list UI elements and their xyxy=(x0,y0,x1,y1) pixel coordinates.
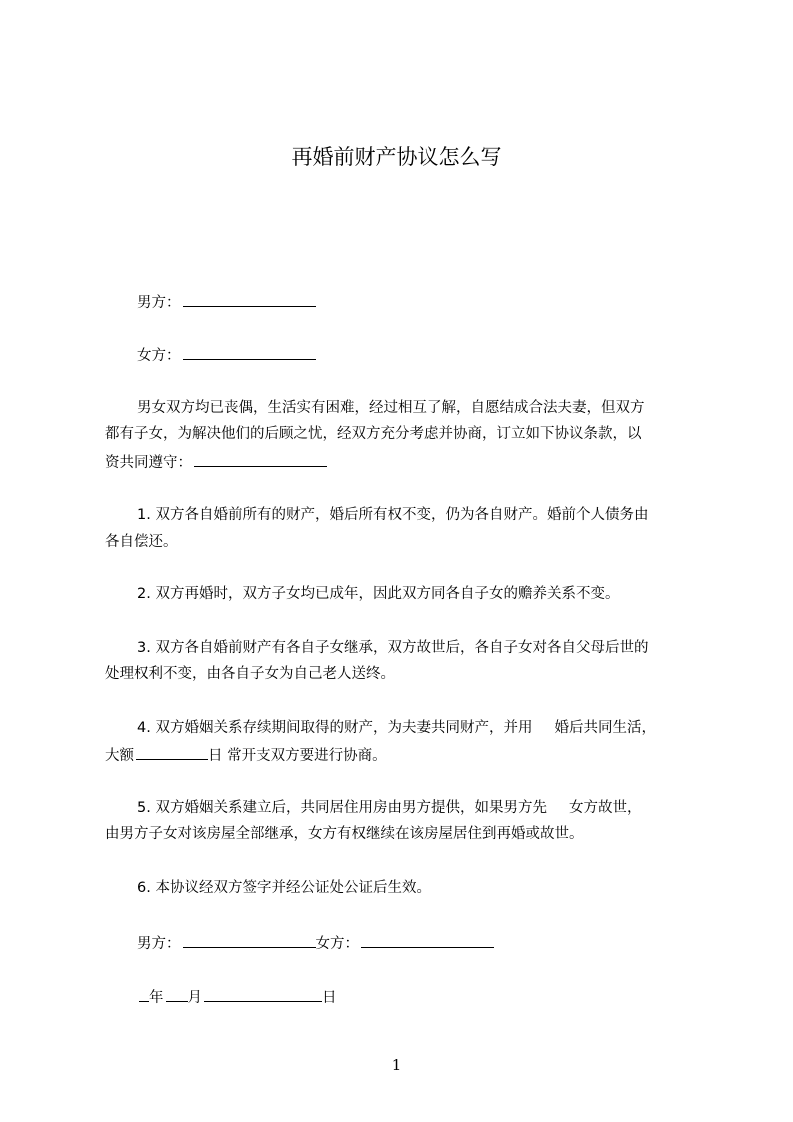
clause-1-line-2: 各自偿还。 xyxy=(105,534,178,550)
clause-3-line-1: 3. 双方各自婚前财产有各自子女继承，双方故世后，各自子女对各自父母后世的 xyxy=(137,640,649,656)
day-label: 日 xyxy=(322,990,337,1006)
clause-3-line-2: 处理权利不变，由各自子女为自己老人送终。 xyxy=(105,666,395,682)
female-party-line xyxy=(105,344,737,366)
clause-4-part-b: 婚后共同生活， xyxy=(554,720,656,736)
date-line xyxy=(105,986,737,1008)
signature-line xyxy=(105,932,737,954)
intro-line-2: 都有子女，为解决他们的后顾之忧，经双方充分考虑并协商，订立如下协议条款，以 xyxy=(105,426,642,442)
intro-blank xyxy=(194,451,327,467)
clause-5-part-a: 5. 双方婚姻关系建立后，共同居住用房由男方提供，如果男方先 xyxy=(137,800,547,816)
clause-5-line-1 xyxy=(105,798,737,818)
clause-4-line-1 xyxy=(105,718,737,738)
clause-5-part-b: 女方故世， xyxy=(568,800,642,816)
male-blank xyxy=(183,291,316,307)
male-label: 男方： xyxy=(137,295,181,311)
page-number: 1 xyxy=(391,1056,402,1074)
year-label: 年 xyxy=(149,990,164,1006)
sign-female-label: 女方： xyxy=(315,936,359,952)
month-label: 月 xyxy=(187,990,202,1006)
sign-female-blank xyxy=(361,932,494,948)
clause-5-line-2: 由男方子女对该房屋全部继承，女方有权继续在该房屋居住到再婚或故世。 xyxy=(105,826,584,842)
female-blank xyxy=(183,344,316,360)
clause-4-part-a: 4. 双方婚姻关系存续期间取得的财产，为夫妻共同财产，并用 xyxy=(137,720,533,736)
sign-male-blank xyxy=(183,932,316,948)
document-title: 再婚前财产协议怎么写 xyxy=(291,145,502,169)
intro-line-1: 男女双方均已丧偶，生活实有困难，经过相互了解，自愿结成合法夫妻，但双方 xyxy=(137,400,645,416)
intro-line-3-text: 资共同遵守： xyxy=(105,455,192,471)
clause-6: 6. 本协议经双方签字并经公证处公证后生效。 xyxy=(137,880,431,896)
clause-4-part-c: 日 常开支双方要进行协商。 xyxy=(208,748,387,764)
sign-male-label: 男方： xyxy=(137,936,181,952)
clause-1-line-1: 1. 双方各自婚前所有的财产，婚后所有权不变，仍为各自财产。婚前个人债务由 xyxy=(137,507,649,523)
year-blank xyxy=(139,986,149,1002)
intro-line-3 xyxy=(105,451,705,473)
day-blank xyxy=(204,986,322,1002)
clause-4-line-2 xyxy=(105,744,705,766)
clause-4-blank xyxy=(136,744,208,760)
female-label: 女方： xyxy=(137,348,181,364)
month-blank xyxy=(166,986,188,1002)
male-party-line xyxy=(105,291,737,313)
clause-4-large-label: 大额 xyxy=(105,748,134,764)
clause-2: 2. 双方再婚时，双方子女均已成年，因此双方同各自子女的赡养关系不变。 xyxy=(137,586,620,602)
